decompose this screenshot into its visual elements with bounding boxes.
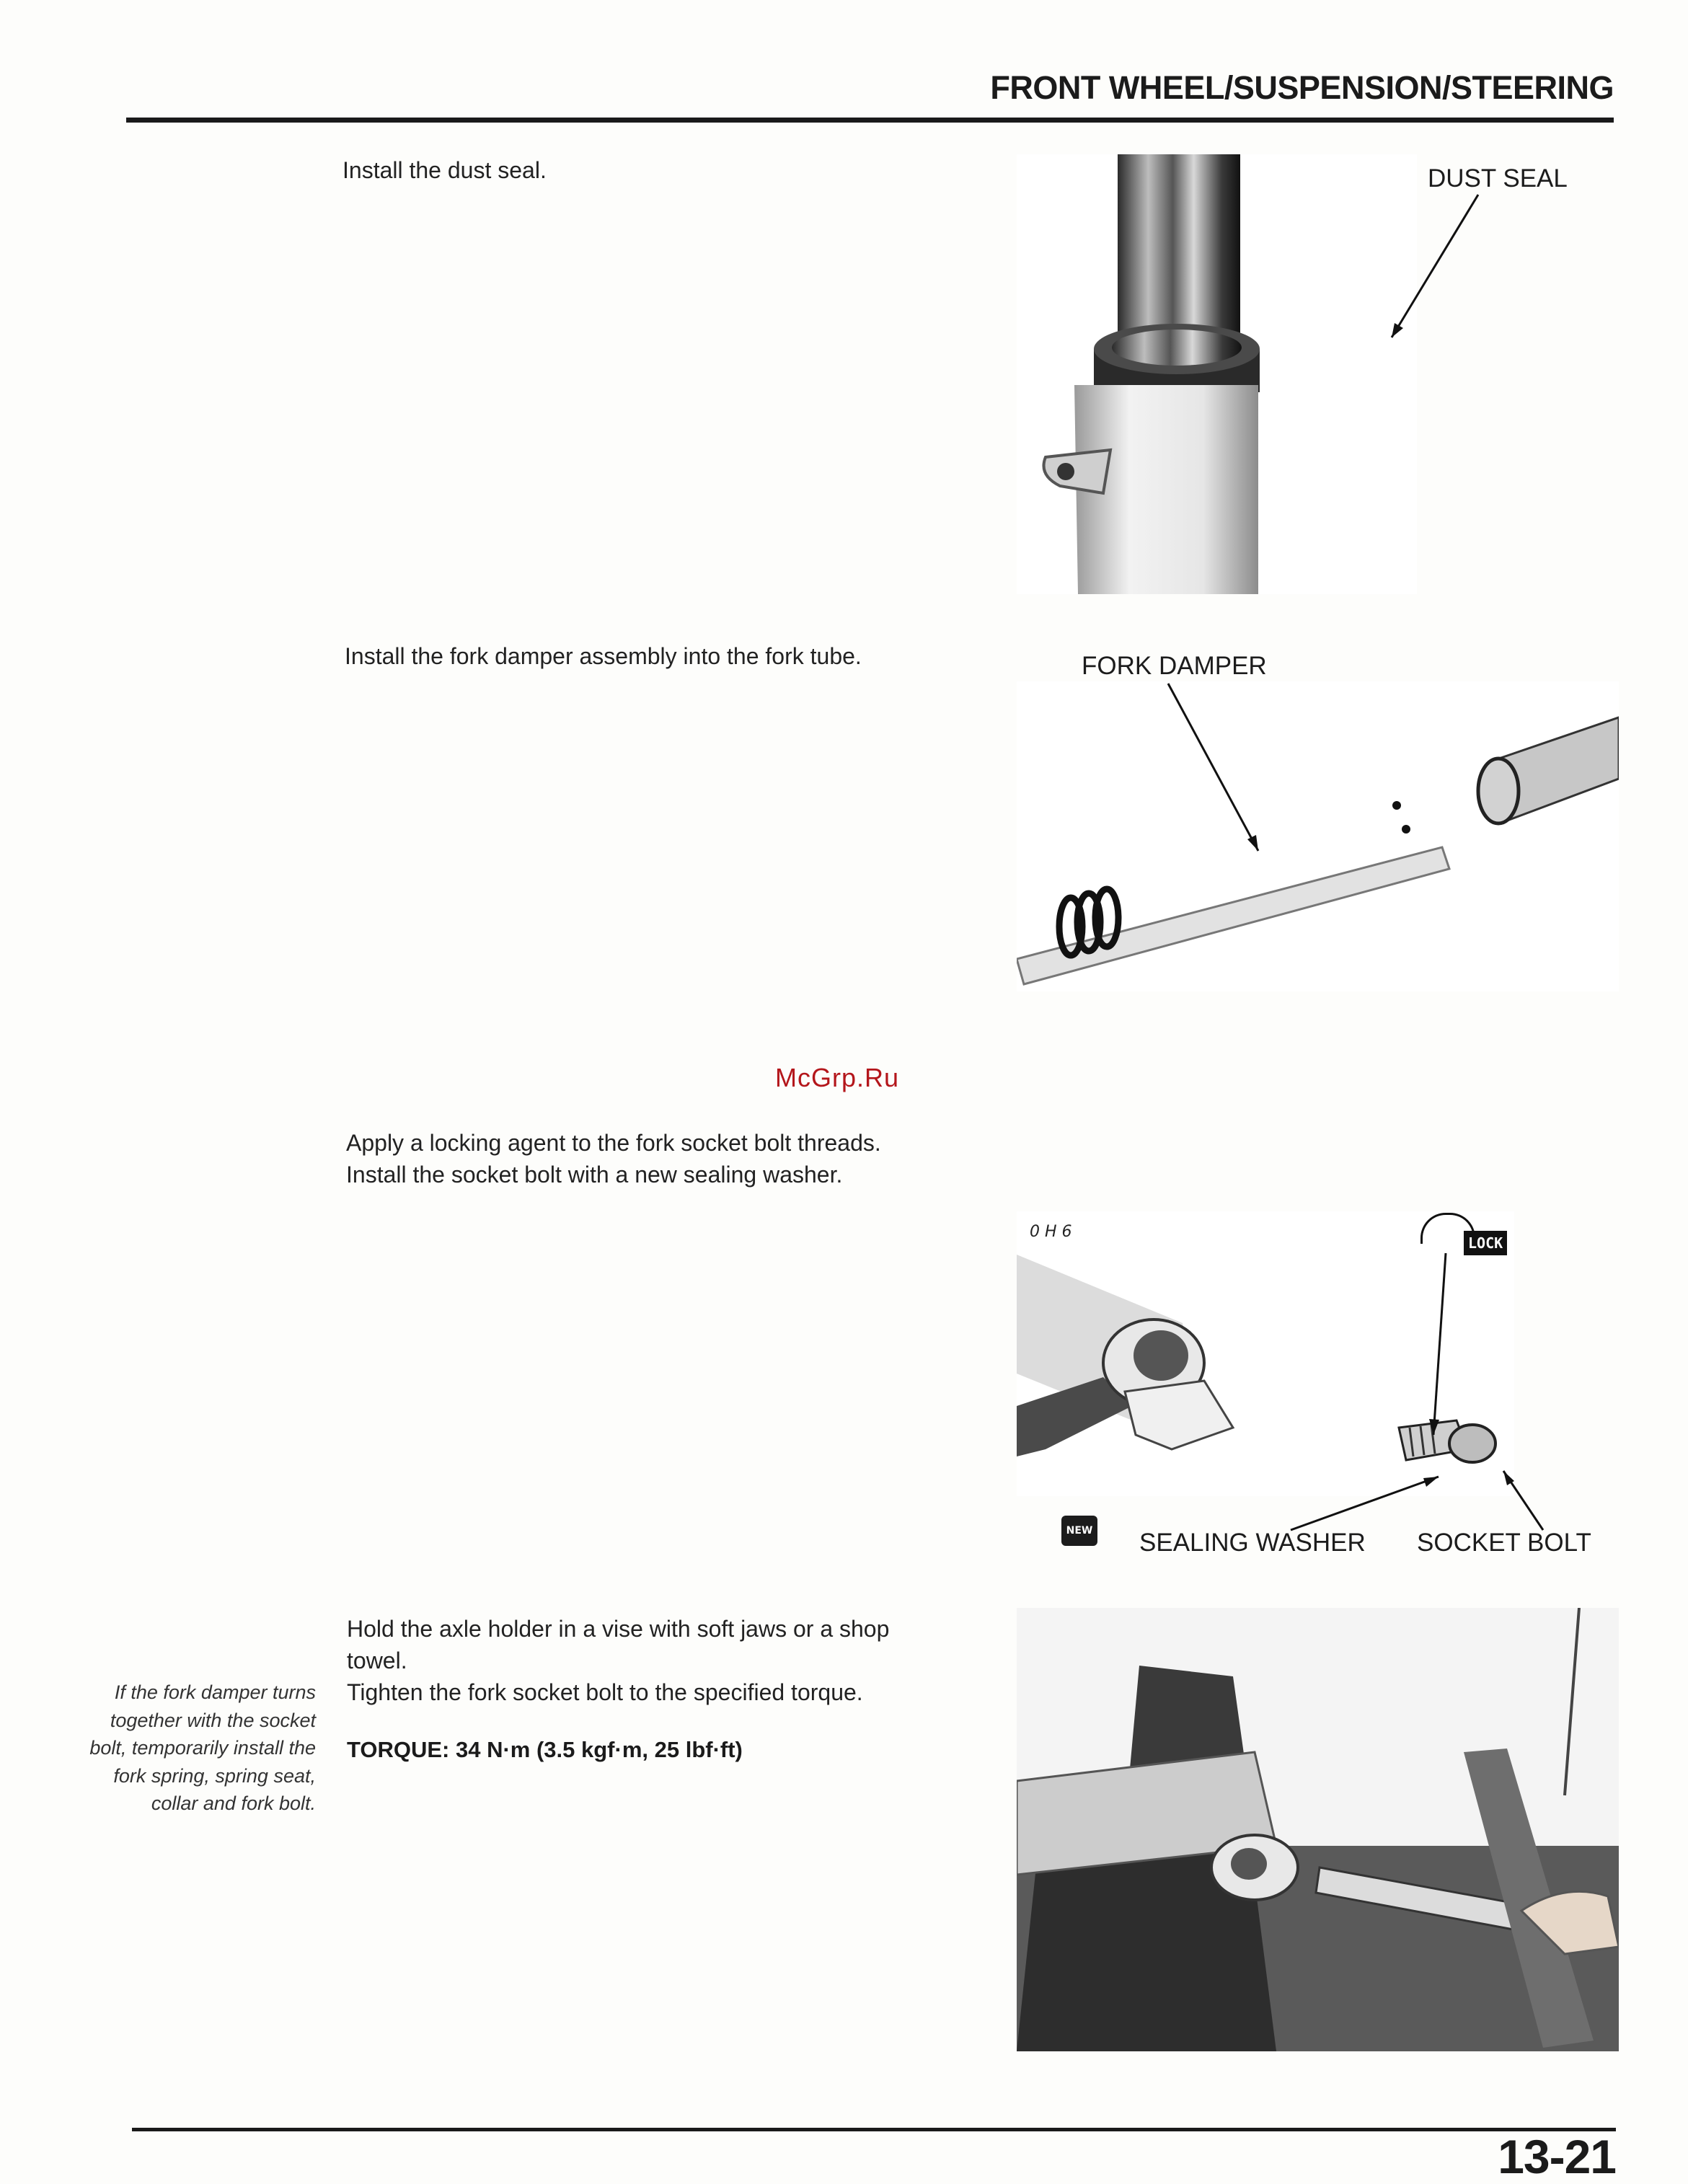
socket-bolt-label: SOCKET BOLT bbox=[1417, 1529, 1591, 1557]
figure-mark: 0 H 6 bbox=[1030, 1223, 1072, 1241]
torque-wrench-photo bbox=[1017, 1608, 1619, 2051]
step2-instruction: Install the fork damper assembly into the fork tube. bbox=[345, 643, 862, 669]
dust-seal-label: DUST SEAL bbox=[1428, 164, 1568, 193]
lock-badge: LOCK bbox=[1464, 1231, 1507, 1255]
section-title: FRONT WHEEL/SUSPENSION/STEERING bbox=[990, 69, 1614, 106]
step3-instruction-line2: Install the socket bolt with a new sealing washer. bbox=[346, 1162, 843, 1188]
step4-instruction-line2: towel. bbox=[347, 1648, 407, 1674]
page-number: 13-21 bbox=[1498, 2130, 1616, 2183]
step4-instruction-line3: Tighten the fork socket bolt to the specified torque. bbox=[347, 1679, 863, 1705]
fork-damper-label: FORK DAMPER bbox=[1082, 652, 1267, 680]
step1-instruction: Install the dust seal. bbox=[343, 157, 547, 183]
footer-rule bbox=[132, 2128, 1616, 2131]
watermark: McGrp.Ru bbox=[775, 1063, 900, 1092]
sealing-washer-label: SEALING WASHER bbox=[1139, 1529, 1366, 1557]
step3-instruction-line1: Apply a locking agent to the fork socket bolt threads. bbox=[346, 1130, 881, 1156]
torque-spec: TORQUE: 34 N·m (3.5 kgf·m, 25 lbf·ft) bbox=[347, 1737, 743, 1762]
new-part-badge: NEW bbox=[1061, 1516, 1097, 1546]
side-note: If the fork damper turns together with the socket bolt, temporarily install the fork spring, spring seat, collar and fork bolt. bbox=[89, 1681, 316, 1814]
step4-instruction-line1: Hold the axle holder in a vise with soft jaws or a shop bbox=[347, 1616, 890, 1642]
